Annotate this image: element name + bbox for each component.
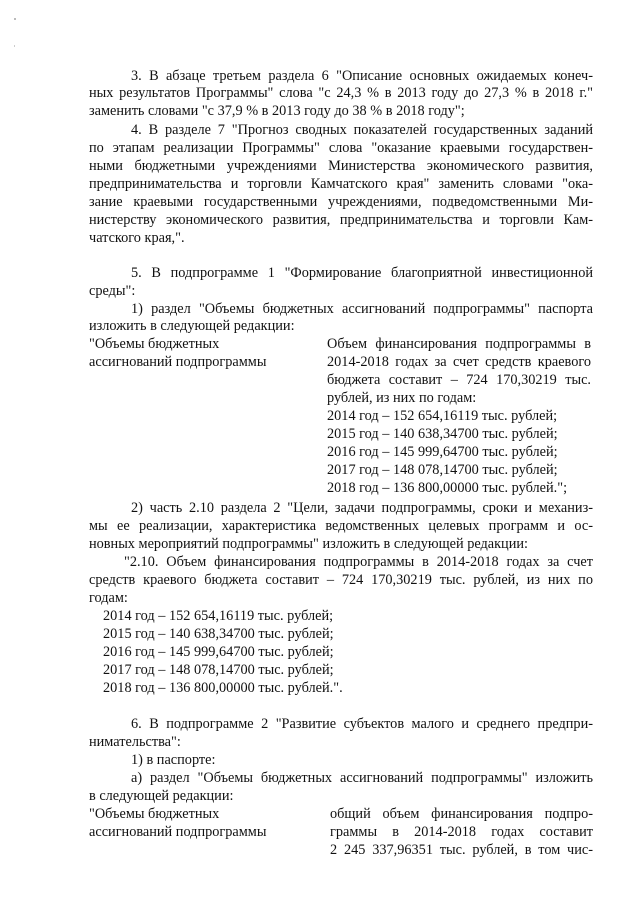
year-amount-line: 2014 год – 152 654,16119 тыс. рублей; — [103, 608, 334, 624]
paragraph-4-line: нистерству экономического развития, предпринимательства и торговли Кам- — [89, 212, 593, 228]
table-right-cell: 2015 год – 140 638,34700 тыс. рублей; — [327, 426, 558, 442]
paragraph-4-line: чатского края,". — [89, 230, 185, 246]
paragraph-6-line: 6. В подпрограмме 2 "Развитие субъектов малого и среднего предпри- — [131, 716, 593, 732]
paragraph-5-line: среды": — [89, 283, 136, 299]
table-right-cell: Объем финансирования подпрограммы в — [327, 336, 591, 352]
paragraph-6-line: а) раздел "Объемы бюджетных ассигнований подпрограммы" изложить — [131, 770, 593, 786]
paragraph-5-line: 5. В подпрограмме 1 "Формирование благоприятной инвестиционной — [131, 265, 593, 281]
paragraph-5b-line: 2) часть 2.10 раздела 2 "Цели, задачи подпрограммы, сроки и механиз- — [131, 500, 593, 516]
paragraph-3-line: ных результатов Программы" слова "с 24,3 % в 2013 году до 27,3 % в 2018 г." — [89, 85, 593, 101]
table-right-cell: граммы в 2014-2018 годах составит — [330, 824, 593, 840]
table-right-cell: 2014 год – 152 654,16119 тыс. рублей; — [327, 408, 558, 424]
paragraph-4-line: предпринимательства и торговли Камчатского края" заменить словами "ока- — [89, 176, 593, 192]
paragraph-4-line: по этапам реализации Программы" слова "оказание краевыми государствен- — [89, 140, 593, 156]
paragraph-5b-line: годам: — [89, 590, 128, 606]
paragraph-3-line: 3. В абзаце третьем раздела 6 "Описание основных ожидаемых конеч- — [131, 68, 593, 84]
table-left-cell: "Объемы бюджетных — [89, 806, 220, 822]
paragraph-5b-line: "2.10. Объем финансирования подпрограммы в 2014-2018 годах за счет — [124, 554, 593, 570]
paragraph-3-line: заменить словами "с 37,9 % в 2013 году до 38 % в 2018 году"; — [89, 103, 465, 119]
table-right-cell: 2018 год – 136 800,00000 тыс. рублей."; — [327, 480, 568, 496]
paragraph-5-line: изложить в следующей редакции: — [89, 318, 295, 334]
paragraph-5-line: 1) раздел "Объемы бюджетных ассигнований подпрограммы" паспорта — [131, 301, 593, 317]
paragraph-5b-line: новных мероприятий подпрограммы" изложить в следующей редакции: — [89, 536, 528, 552]
year-amount-line: 2015 год – 140 638,34700 тыс. рублей; — [103, 626, 334, 642]
scan-artifact — [14, 45, 15, 47]
table-right-cell: 2017 год – 148 078,14700 тыс. рублей; — [327, 462, 558, 478]
table-right-cell: общий объем финансирования подпро- — [330, 806, 593, 822]
table-right-cell: 2014-2018 годах за счет средств краевого — [327, 354, 591, 370]
paragraph-5b-line: мы ее реализации, характеристика ведомственных целевых программ и ос- — [89, 518, 593, 534]
paragraph-6-line: нимательства": — [89, 734, 181, 750]
table-left-cell: "Объемы бюджетных — [89, 336, 220, 352]
table-left-cell: ассигнований подпрограммы — [89, 824, 267, 840]
year-amount-line: 2016 год – 145 999,64700 тыс. рублей; — [103, 644, 334, 660]
paragraph-4-line: 4. В разделе 7 "Прогноз сводных показателей государственных заданий — [131, 122, 593, 138]
paragraph-4-line: ными бюджетными учреждениями Министерства экономического развития, — [89, 158, 593, 174]
table-right-cell: 2 245 337,96351 тыс. рублей, в том чис- — [330, 842, 593, 858]
paragraph-4-line: зание краевыми государственными учреждениями, подведомственными Ми- — [89, 194, 593, 210]
paragraph-5b-line: средств краевого бюджета составит – 724 170,30219 тыс. рублей, из них по — [89, 572, 593, 588]
table-right-cell: рублей, из них по годам: — [327, 390, 477, 406]
table-right-cell: 2016 год – 145 999,64700 тыс. рублей; — [327, 444, 558, 460]
paragraph-6-line: в следующей редакции: — [89, 788, 234, 804]
table-right-cell: бюджета составит – 724 170,30219 тыс. — [327, 372, 591, 388]
table-left-cell: ассигнований подпрограммы — [89, 354, 267, 370]
year-amount-line: 2018 год – 136 800,00000 тыс. рублей.". — [103, 680, 343, 696]
paragraph-6-line: 1) в паспорте: — [131, 752, 216, 768]
year-amount-line: 2017 год – 148 078,14700 тыс. рублей; — [103, 662, 334, 678]
scan-artifact — [14, 18, 16, 20]
